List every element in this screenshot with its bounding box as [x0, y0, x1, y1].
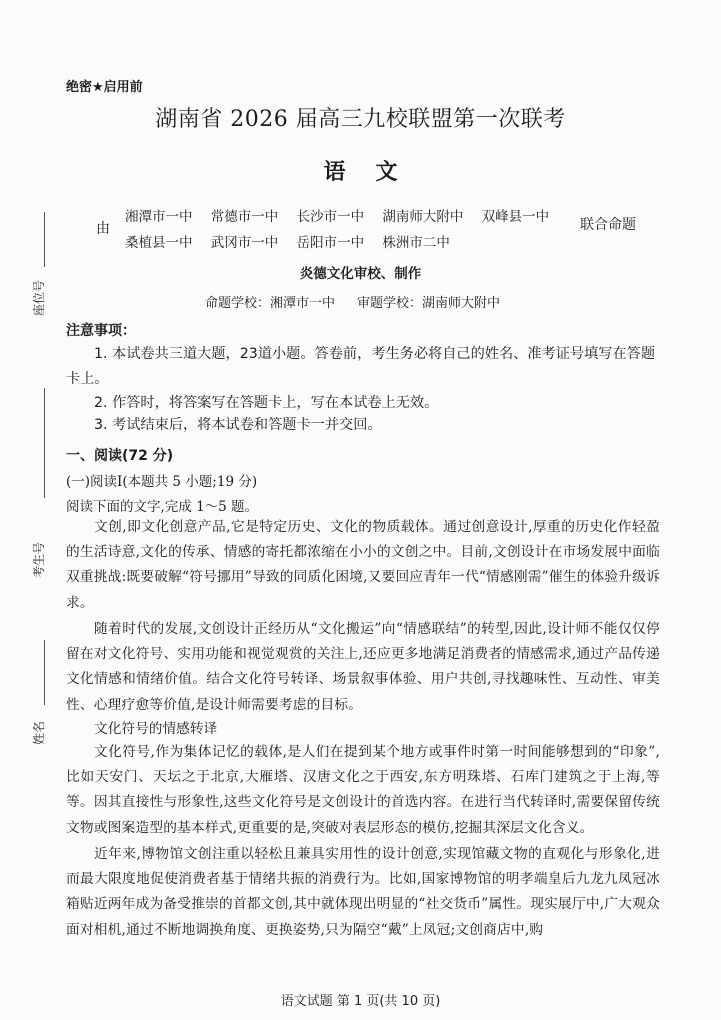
school-name: 湖南师大附中 [382, 209, 464, 225]
school-name: 长沙市一中 [296, 209, 365, 225]
subheading: 文化符号的情感转译 [94, 721, 218, 737]
joint-label: 联合命题 [580, 217, 636, 233]
school-row-2 [125, 230, 563, 256]
school-name: 双峰县一中 [481, 209, 550, 225]
school-name: 株洲市二中 [382, 235, 450, 251]
name-label: 姓名 [32, 720, 46, 745]
school-name: 桑植县一中 [125, 235, 193, 251]
school-name: 常德市一中 [210, 209, 279, 225]
seat-line [44, 212, 45, 267]
note-text: 1. 本试卷共三道大题，23道小题。答卷前，考生务必将自己的姓名、准考证号填写在答题卡上。 [66, 346, 656, 387]
note-text: 3. 考试结束后，将本试卷和答题卡一并交回。 [94, 417, 382, 433]
paragraph-4: 近年来,博物馆文创注重以轻松且兼具实用性的设计创意,实现馆藏文物的直观化与形象化,进而最大限度地促使消费者基于情绪共振的消费行为。比如,国家博物馆的明孝端皇后九龙九凤冠冰箱贴近两年成为备受推崇的首都文创,其中就体现出明显的“社交货币”属性。现实展厅中,广大观众面对相机,通过不断地调换角度、更换姿势,只为隔空“戴”上凤冠;文创商店中,购 [66, 846, 660, 938]
school-name: 湘潭市一中 [125, 209, 193, 225]
name-line [44, 640, 45, 705]
note-item-3 [66, 413, 656, 438]
school-name: 武冈市一中 [210, 235, 279, 251]
paragraph-2: 随着时代的发展,文创设计正经历从“文化搬运”向“情感联结”的转型,因此,设计师不能仅仅停留在对文化符号、实用功能和视觉观赏的关注上,还应更多地满足消费者的情感需求,通过产品传递文化情感和情绪价值。结合文化符号转译、场景叙事体验、用户共创,寻找趣味性、互动性、审美性、心理疗愈等价值,是设计师需要考虑的目标。 [66, 621, 660, 713]
school-row-1 [125, 204, 563, 230]
page-footer: 语文试题 第 1 页(共 10 页) [280, 994, 441, 1009]
paragraph-1: 文创,即文化创意产品,它是特定历史、文化的物质载体。通过创意设计,厚重的历史化作轻盈的生活诗意,文化的传承、情感的寄托都浓缩在小小的文创之中。目前,文创设计在市场发展中面临双重挑战:既要破解“符号挪用”导致的同质化困境,又要回应青年一代“情感刚需”催生的体验升级诉求。 [66, 519, 660, 611]
maker-line: 炎德文化审校、制作 [299, 266, 422, 282]
seat-label: 座位号 [32, 279, 46, 316]
school-name: 岳阳市一中 [296, 235, 365, 251]
notes-heading: 注意事项： [66, 323, 136, 339]
exam-title: 湖南省 2026 届高三九校联盟第一次联考 [155, 107, 566, 132]
committee-line [205, 292, 500, 311]
school-list [125, 204, 563, 256]
subject-title: 语文 [323, 159, 428, 185]
subsection-heading: (一)阅读Ⅰ(本题共 5 小题;19 分) [66, 474, 258, 490]
note-item-1 [66, 342, 656, 392]
prefix-text: 由 [96, 221, 110, 237]
exam-no-line [44, 388, 45, 498]
exam-no-label: 考生号 [32, 541, 46, 578]
secret-mark: 绝密★启用前 [66, 80, 143, 95]
paragraph-3: 文化符号,作为集体记忆的载体,是人们在提到某个地方或事件时第一时间能够想到的“印象”,比如天安门、天坛之于北京,大雁塔、汉唐文化之于西安,东方明珠塔、石库门建筑之于上海,等等。因其直接性与形象性,这些文化符号是文创设计的首选内容。在进行当代转译时,需要保留传统文物或图案造型的基本样式,更重要的是,突破对表层形态的模仿,挖掘其深层文化含义。 [66, 744, 660, 836]
setter-school: 命题学校：湘潭市一中 [205, 296, 336, 311]
reviewer-school: 审题学校：湖南师大附中 [357, 296, 501, 311]
note-text: 2. 作答时，将答案写在答题卡上，写在本试卷上无效。 [94, 395, 439, 411]
section-heading: 一、阅读(72 分) [66, 448, 174, 464]
reading-instruction: 阅读下面的文字,完成 1～5 题。 [66, 499, 259, 515]
